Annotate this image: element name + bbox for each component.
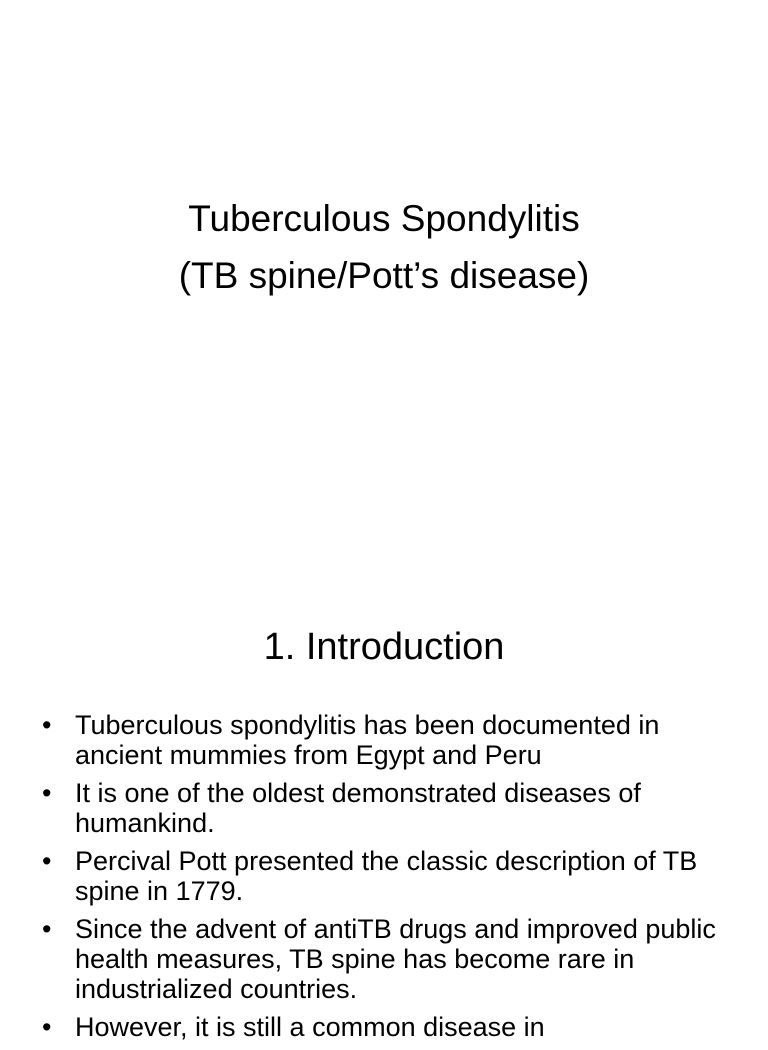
bullet-item bbox=[42, 914, 732, 1004]
bullet-item bbox=[42, 778, 732, 838]
bullet-item bbox=[42, 1012, 732, 1042]
bullet-dot-icon: • bbox=[42, 1012, 52, 1042]
bullet-text: However, it is still a common disease in bbox=[75, 1012, 545, 1042]
bullet-text: Since the advent of antiTB drugs and improved public health measures, TB spine has become rare in industrialized countries. bbox=[75, 914, 716, 1004]
bullet-dot-icon: • bbox=[42, 914, 52, 944]
bullet-text: Percival Pott presented the classic description of TB spine in 1779. bbox=[75, 846, 698, 906]
slide-title bbox=[0, 190, 768, 304]
bullet-dot-icon: • bbox=[42, 710, 52, 740]
bullet-text: Tuberculous spondylitis has been documented in ancient mummies from Egypt and Peru bbox=[75, 710, 660, 770]
slide-title-line-1: Tuberculous Spondylitis bbox=[188, 198, 580, 239]
bullet-item bbox=[42, 710, 732, 770]
bullet-list bbox=[42, 710, 732, 1050]
bullet-item bbox=[42, 846, 732, 906]
slide-title-line-2: (TB spine/Pott’s disease) bbox=[178, 255, 590, 296]
bullet-dot-icon: • bbox=[42, 778, 52, 808]
bullet-dot-icon: • bbox=[42, 846, 52, 876]
introduction-slide bbox=[0, 576, 768, 1042]
slide-heading: 1. Introduction bbox=[263, 626, 505, 668]
bullet-text: It is one of the oldest demonstrated diseases of humankind. bbox=[75, 778, 641, 838]
